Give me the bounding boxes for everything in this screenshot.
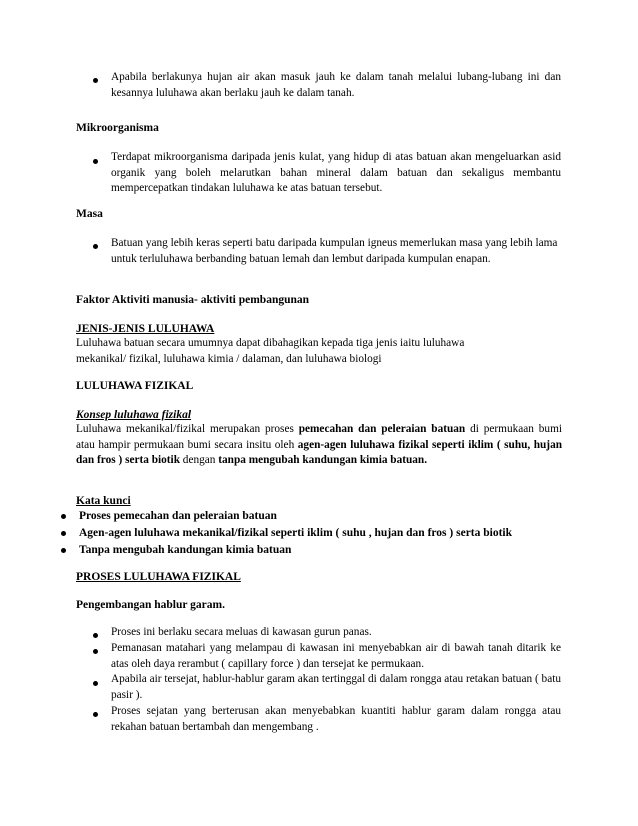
bullet-icon <box>93 244 98 249</box>
kata-kunci-item: Agen-agen luluhawa mekanikal/fizikal seperti iklim ( suhu , hujan dan fros ) serta biotik <box>79 527 513 539</box>
bullet-icon <box>93 633 98 638</box>
bullet-text: Terdapat mikroorganisma daripada jenis kulat, yang hidup di atas batuan akan mengeluarkan asid organik yang boleh melarutkan bahan mineral dalam batuan dan sekaligus membantu mempercepatkan tindakan luluhawa ke atas batuan tersebut. <box>111 151 561 194</box>
konsep-heading: Konsep luluhawa fizikal <box>76 409 192 421</box>
section-heading-faktor: Faktor Aktiviti manusia- aktiviti pembangunan <box>76 294 310 306</box>
section-heading-proses: PROSES LULUHAWA FIZIKAL <box>76 571 241 583</box>
bullet-text: Pemanasan matahari yang melampau di kawasan ini menyebabkan air di bawah tanah ditarik ke atas oleh daya rerambut ( capillary force ) dan tersejat ke permukaan. <box>111 642 561 670</box>
bullet-text: Apabila berlakunya hujan air akan masuk jauh ke dalam tanah melalui lubang-lubang ini dan kesannya luluhawa akan berlaku jauh ke dalam tanah. <box>111 71 561 99</box>
section-heading-jenis: JENIS-JENIS LULUHAWA <box>76 323 215 335</box>
konsep-text-1: Luluhawa mekanikal/fizikal merupakan proses <box>76 423 299 435</box>
bullet-text: Apabila air tersejat, hablur-hablur garam akan tertinggal di dalam rongga atau retakan batuan ( batu pasir ). <box>111 673 561 701</box>
konsep-text-3: di permukaan bumi atau hampir permukaan bumi secara insitu oleh <box>76 423 562 451</box>
bullet-icon <box>61 514 66 519</box>
konsep-text-5: dengan <box>179 454 219 466</box>
bullet-icon <box>61 531 66 536</box>
section-heading-masa: Masa <box>76 208 103 220</box>
bullet-text: Batuan yang lebih keras seperti batu daripada kumpulan igneus memerlukan masa yang lebih lama untuk terluluhawa berbanding batuan lemah dan lembut daripada kumpulan enapan. <box>111 237 558 265</box>
kata-kunci-item: Proses pemecahan dan peleraian batuan <box>79 510 277 522</box>
section-heading-mikroorganisma: Mikroorganisma <box>76 122 159 134</box>
konsep-text-4: agen-agen luluhawa fizikal seperti iklim ( suhu, hujan dan fros ) serta biotik <box>76 438 563 466</box>
konsep-text-6: tanpa mengubah kandungan kimia batuan. <box>218 454 428 466</box>
hablur-heading: Pengembangan hablur garam. <box>76 599 225 611</box>
bullet-icon <box>93 159 98 164</box>
bullet-text: Proses sejatan yang berterusan akan menyebabkan kuantiti hablur garam dalam rongga atau rekahan batuan bertambah dan mengembang . <box>111 705 561 733</box>
bullet-icon <box>93 78 98 83</box>
bullet-icon <box>93 712 98 717</box>
bullet-icon <box>93 649 98 654</box>
konsep-paragraph <box>76 422 562 469</box>
bullet-icon <box>61 548 66 553</box>
bullet-text: Proses ini berlaku secara meluas di kawasan gurun panas. <box>111 626 372 638</box>
jenis-paragraph: Luluhawa batuan secara umumnya dapat dibahagikan kepada tiga jenis iaitu luluhawa mekanikal/ fizikal, luluhawa kimia / dalaman, dan luluhawa biologi <box>76 337 465 365</box>
section-heading-luluhawa-fizikal: LULUHAWA FIZIKAL <box>76 380 194 392</box>
kata-kunci-heading: Kata kunci <box>76 495 131 507</box>
kata-kunci-item: Tanpa mengubah kandungan kimia batuan <box>79 544 292 556</box>
bullet-icon <box>93 681 98 686</box>
konsep-text-2: pemecahan dan peleraian batuan <box>298 423 466 435</box>
